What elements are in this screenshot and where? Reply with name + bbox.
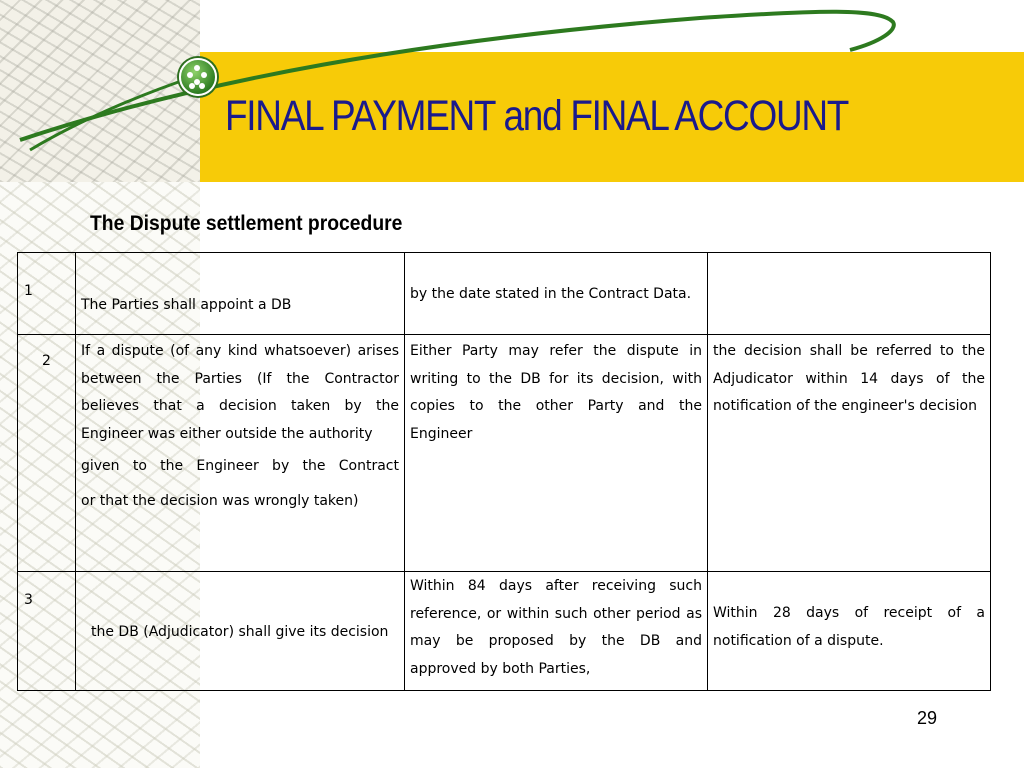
row-number <box>18 335 76 572</box>
table-cell <box>405 335 708 572</box>
row-number <box>18 572 76 691</box>
cell-text: Either Party may refer the dispute in writing to the DB for its decision, with copies to the other Party and the Engineer <box>410 343 702 442</box>
table-cell <box>76 253 405 335</box>
row-number <box>18 253 76 335</box>
row-number-text: 3 <box>24 592 33 608</box>
cell-text: Within 28 days of receipt of a notification of a dispute. <box>713 605 985 649</box>
row-number-text: 1 <box>24 283 33 299</box>
globe-icon <box>179 58 217 96</box>
cell-text: the decision shall be referred to the Adjudicator within 14 days of the notification of the engineer's decision <box>713 343 985 414</box>
table-cell <box>405 572 708 691</box>
cell-text: The Parties shall appoint a DB <box>81 297 292 313</box>
table-cell <box>76 572 405 691</box>
cell-text: or that the decision was wrongly taken) <box>81 493 359 509</box>
table-cell <box>405 253 708 335</box>
page-title: FINAL PAYMENT and FINAL ACCOUNT <box>225 92 849 140</box>
table-cell <box>708 335 991 572</box>
table-cell <box>708 253 991 335</box>
table-row <box>18 335 991 572</box>
page-number: 29 <box>917 708 938 728</box>
dispute-table <box>17 252 991 691</box>
cell-text: given to the Engineer by the Contract <box>81 458 399 474</box>
table-cell <box>76 335 405 572</box>
table-cell <box>708 572 991 691</box>
row-number-text: 2 <box>42 353 51 369</box>
cell-text: If a dispute (of any kind whatsoever) arises between the Parties (If the Contractor believes that a decision taken by the Engineer was either outside the authority <box>81 343 399 442</box>
table-row <box>18 253 991 335</box>
table-row <box>18 572 991 691</box>
cell-text: Within 84 days after receiving such reference, or within such other period as may be proposed by the DB and approved by both Parties, <box>410 578 702 677</box>
cell-text: the DB (Adjudicator) shall give its decision <box>91 624 389 640</box>
cell-text: by the date stated in the Contract Data. <box>410 286 692 302</box>
section-subtitle: The Dispute settlement procedure <box>90 212 403 235</box>
